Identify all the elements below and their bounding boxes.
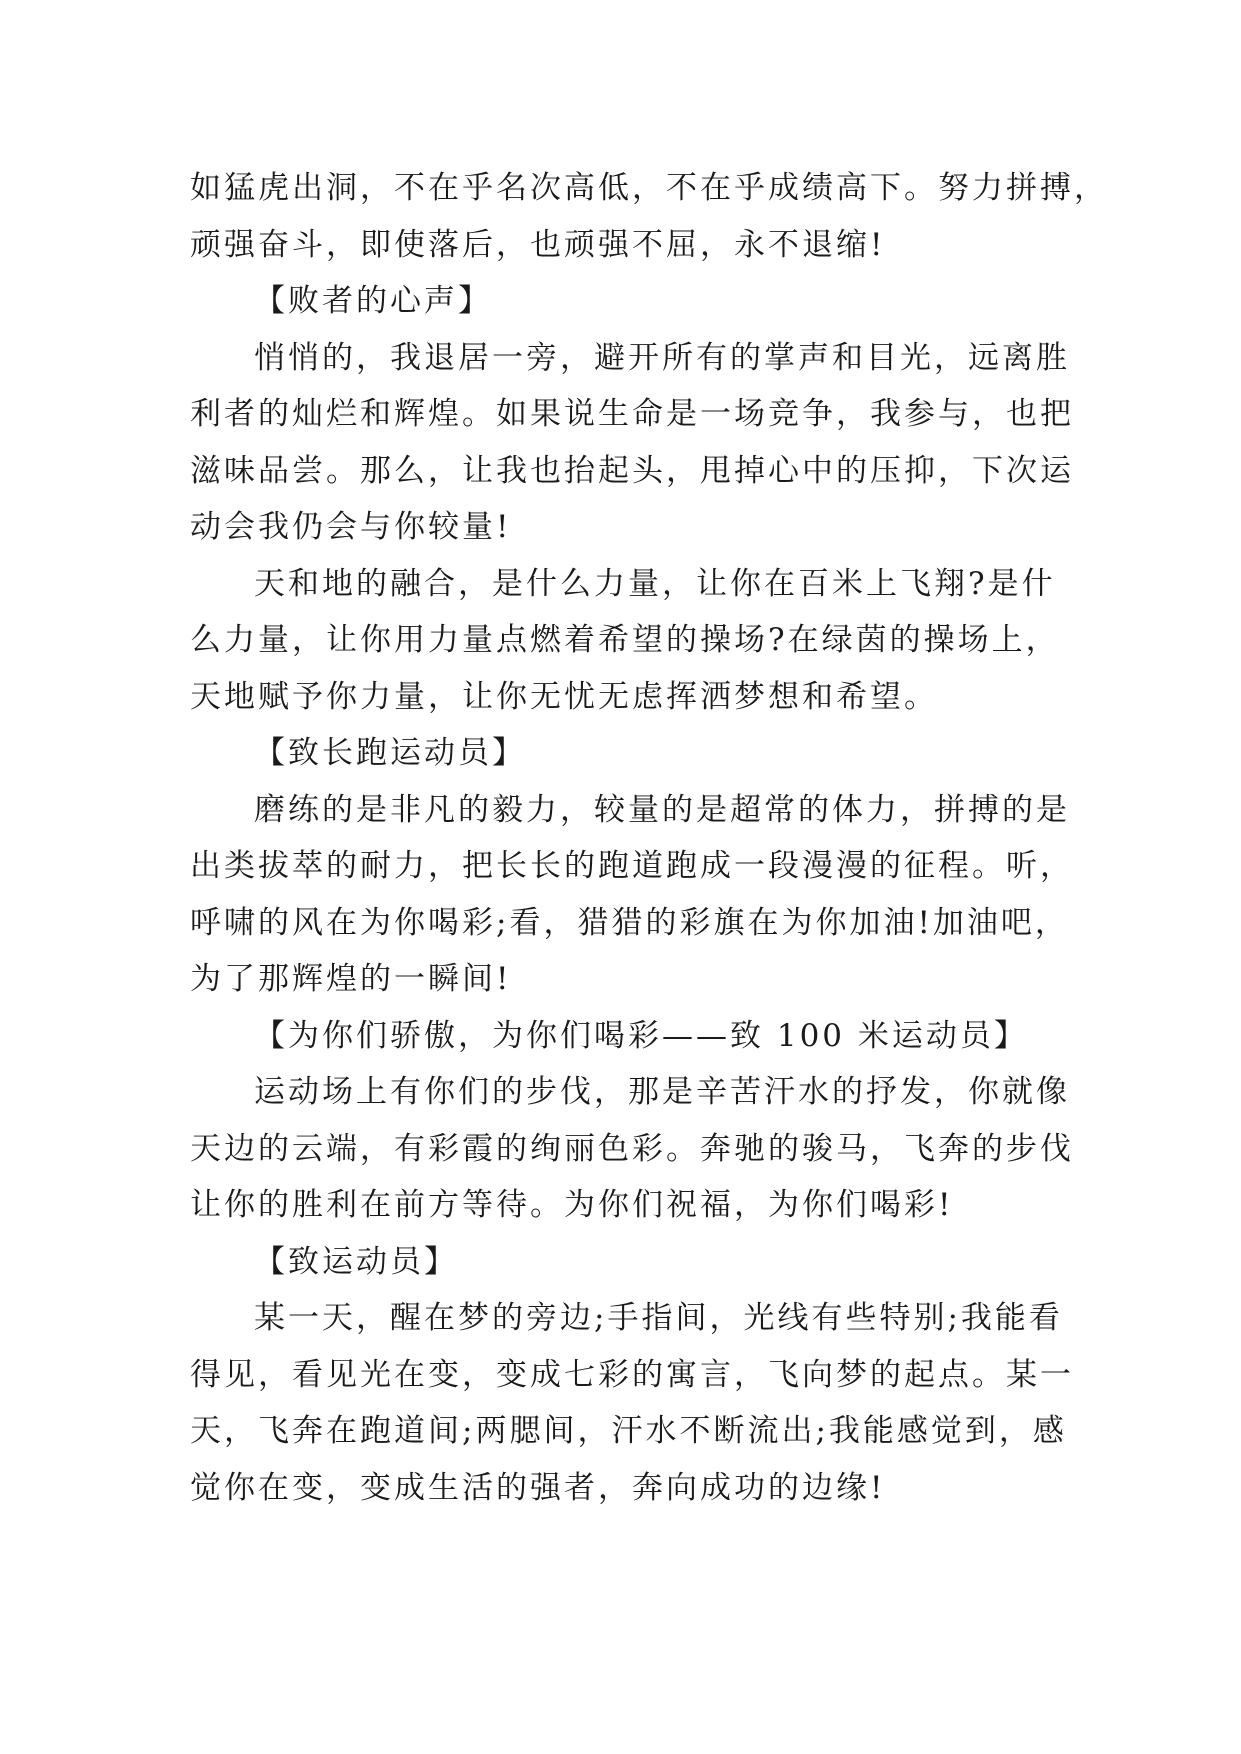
paragraph-line: 让你的胜利在前方等待。为你们祝福，为你们喝彩!: [190, 1187, 954, 1223]
section-heading: 【为你们骄傲，为你们喝彩——致 100 米运动员】: [254, 1017, 1028, 1054]
paragraph-line: 某一天，醒在梦的旁边;手指间，光线有些特别;我能看: [254, 1300, 1063, 1336]
paragraph-line: 为了那辉煌的一瞬间!: [190, 961, 512, 997]
paragraph-line: 滋味品尝。那么，让我也抬起头，甩掉心中的压抑，下次运: [190, 452, 1074, 489]
document-body: [190, 160, 1108, 1516]
paragraph-line: 天，飞奔在跑道间;两腮间，汗水不断流出;我能感觉到，感: [190, 1413, 1067, 1449]
section-heading: 【致运动员】: [254, 1243, 458, 1280]
paragraph-line: 顽强奋斗，即使落后，也顽强不屈，永不退缩!: [190, 226, 886, 263]
paragraph-line: 觉你在变，变成生活的强者，奔向成功的边缘!: [190, 1469, 886, 1506]
paragraph-line: 天和地的融合，是什么力量，让你在百米上飞翔?是什: [254, 565, 1056, 602]
paragraph-line: 如猛虎出洞，不在乎名次高低，不在乎成绩高下。努力拼搏，: [190, 170, 1108, 206]
paragraph-line: 动会我仍会与你较量!: [190, 509, 512, 545]
section-heading: 【败者的心声】: [254, 283, 492, 319]
paragraph-line: 呼啸的风在为你喝彩;看，猎猎的彩旗在为你加油!加油吧，: [190, 904, 1069, 941]
paragraph-line: 出类拔萃的耐力，把长长的跑道跑成一段漫漫的征程。听，: [190, 848, 1074, 884]
paragraph-line: 磨练的是非凡的毅力，较量的是超常的体力，拼搏的是: [254, 791, 1070, 828]
section-heading: 【致长跑运动员】: [254, 735, 526, 771]
paragraph-line: 么力量，让你用力量点燃着希望的操场?在绿茵的操场上，: [190, 622, 1060, 658]
paragraph-line: 天边的云端，有彩霞的绚丽色彩。奔驰的骏马，飞奔的步伐: [190, 1130, 1074, 1167]
paragraph-line: 得见，看见光在变，变成七彩的寓言，飞向梦的起点。某一: [190, 1356, 1074, 1393]
paragraph-line: 悄悄的，我退居一旁，避开所有的掌声和目光，远离胜: [254, 339, 1070, 376]
paragraph-line: 天地赋予你力量，让你无忧无虑挥洒梦想和希望。: [190, 678, 938, 715]
paragraph-line: 利者的灿烂和辉煌。如果说生命是一场竞争，我参与，也把: [190, 396, 1074, 432]
paragraph-line: 运动场上有你们的步伐，那是辛苦汗水的抒发，你就像: [254, 1074, 1070, 1110]
